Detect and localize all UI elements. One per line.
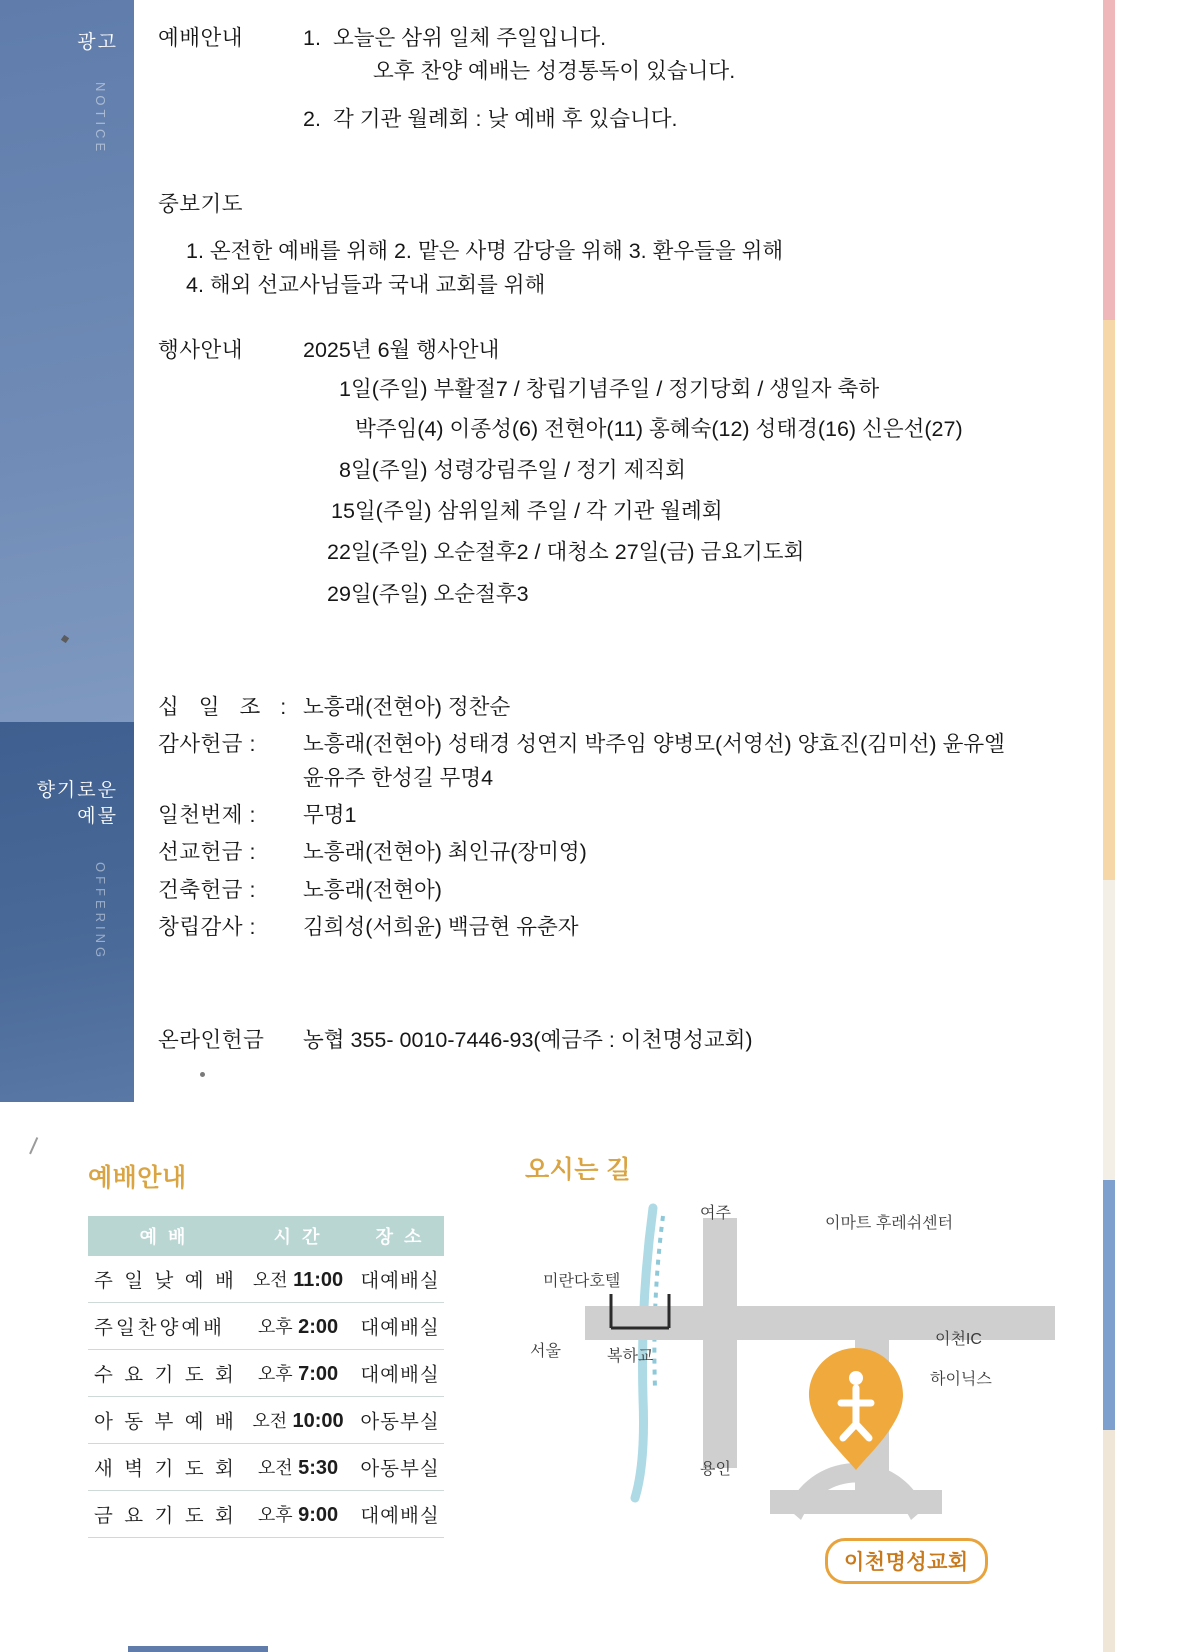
offering-row-value: 노흥래(전현아) 정찬순: [303, 695, 511, 720]
spacer: [158, 611, 1068, 691]
map-canvas: [525, 1198, 1065, 1608]
cell-time-value: 2:00: [298, 1316, 339, 1338]
events-line: 1일(주일) 부활절7 / 창립기념주일 / 정기당회 / 생일자 축하: [339, 377, 880, 402]
spacer: [158, 944, 1068, 1024]
cell-service: 주일찬양예배: [88, 1303, 240, 1350]
events-content: [303, 334, 1068, 611]
cell-ampm: 오전: [252, 1411, 288, 1431]
spacer: [158, 302, 1068, 334]
table-row: [88, 1491, 444, 1538]
table-row: [88, 1397, 444, 1444]
cell-ampm: 오전: [252, 1270, 288, 1290]
map-label-miranda-hotel: 미란다호텔: [543, 1273, 621, 1290]
offering-row-value: 무명1: [303, 803, 357, 827]
directions-title: 오시는 길: [525, 1156, 632, 1184]
events-label: 행사안내: [158, 337, 244, 362]
events-line: 8일(주일) 성령강림주일 / 정기 제직회: [339, 457, 686, 482]
cell-time: [240, 1303, 356, 1350]
map-label-seoul: 서울: [530, 1343, 561, 1360]
list-item-number: 2.: [303, 106, 321, 131]
cell-time: [240, 1491, 356, 1538]
spacer: [158, 136, 1068, 188]
online-offering-section: [158, 1024, 1068, 1057]
worship-guide-section: [158, 22, 1068, 136]
map-label-icheon-ic: 이천IC: [935, 1331, 982, 1348]
cell-place: 대예배실: [356, 1256, 444, 1303]
edge-color-cream: [1103, 880, 1115, 1180]
sidebar-tab-offering-label: [37, 778, 118, 829]
cell-time: [240, 1256, 356, 1303]
offering-row-value: 노흥래(전현아) 성태경 성연지 박주임 양병모(서영선) 양효진(김미선) 윤유엘: [303, 732, 1005, 757]
list-item: [303, 22, 1068, 89]
list-item-text: 오늘은 삼위 일체 주일입니다.: [333, 26, 607, 50]
sidebar-tab-offering-label-en: OFFERING: [93, 862, 108, 962]
bottom-accent-bar: [128, 1646, 268, 1652]
worship-schedule-block: [88, 1158, 458, 1538]
cell-ampm: 오전: [257, 1458, 293, 1478]
cell-time-value: 11:00: [293, 1269, 344, 1291]
cell-time-value: 7:00: [298, 1363, 339, 1385]
cell-service: 새 벽 기 도 회: [88, 1444, 240, 1491]
worship-guide-items: [303, 22, 1068, 136]
cell-time: [240, 1397, 356, 1444]
cell-time: [240, 1350, 356, 1397]
column-header-service: 예 배: [88, 1216, 240, 1256]
map-label-yongin: 용인: [700, 1461, 731, 1478]
cell-place: 대예배실: [356, 1350, 444, 1397]
column-header-time: 시 간: [240, 1216, 356, 1256]
offering-row-value-2: 윤유주 한성길 무명4: [303, 765, 494, 790]
map-label-bokhagyo: 복하교: [607, 1348, 654, 1365]
column-header-place: 장 소: [356, 1216, 444, 1256]
list-item-text: 각 기관 월례회 : 낮 예배 후 있습니다.: [333, 106, 678, 131]
spacer: [158, 221, 1068, 235]
events-heading: 2025년 6월 행사안내: [303, 337, 500, 362]
notice-body: [158, 22, 1068, 1058]
table-row: [88, 1303, 444, 1350]
cell-place: 아동부실: [356, 1397, 444, 1444]
cell-ampm: 오후: [257, 1364, 293, 1384]
offering-label-line1: 향기로운: [36, 780, 118, 801]
offering-row-label: 건축헌금 :: [158, 877, 257, 902]
list-item-number: 1.: [303, 26, 321, 50]
offering-section: [158, 691, 1068, 944]
table-row: [88, 1350, 444, 1397]
lower-section: [0, 1130, 1100, 1652]
cell-service: 금 요 기 도 회: [88, 1491, 240, 1538]
offering-row: [158, 836, 1068, 869]
intercession-line-2: 4. 해외 선교사님들과 국내 교회를 위해: [186, 272, 546, 297]
table-row: [88, 1256, 444, 1303]
offering-label-line2: 예물: [77, 805, 118, 827]
cell-service: 수 요 기 도 회: [88, 1350, 240, 1397]
cell-service: 주 일 낮 예 배: [88, 1256, 240, 1303]
intercession-label: 중보기도: [158, 191, 244, 216]
offering-row: [158, 874, 1068, 907]
offering-row-label: 십 일 조 :: [158, 695, 294, 720]
offering-row-label: 일천번제 :: [158, 803, 257, 827]
offering-row-label: 선교헌금 :: [158, 840, 257, 865]
list-item: [303, 103, 1068, 136]
cell-ampm: 오후: [257, 1317, 293, 1337]
worship-schedule-title: 예배안내: [88, 1164, 187, 1192]
events-line: 22일(주일) 오순절후2 / 대청소 27일(금) 금요기도회: [327, 540, 805, 565]
map-label-hynix: 하이닉스: [930, 1371, 992, 1388]
list-item-subtext: 오후 찬양 예배는 성경통독이 있습니다.: [373, 59, 736, 84]
cell-time-value: 9:00: [298, 1504, 339, 1526]
offering-row-label: 감사헌금 :: [158, 732, 257, 757]
map-church-name-badge: 이천명성교회: [825, 1538, 988, 1584]
cell-place: 대예배실: [356, 1491, 444, 1538]
cell-time: [240, 1444, 356, 1491]
sidebar-tab-notice-label-en: NOTICE: [93, 82, 108, 156]
offering-row: [158, 799, 1068, 832]
table-header-row: [88, 1216, 444, 1256]
offering-row: [158, 911, 1068, 944]
online-offering-label: 온라인헌금: [158, 1028, 265, 1053]
offering-row: [158, 728, 1068, 795]
edge-color-beige: [1103, 1430, 1115, 1652]
edge-color-blue: [1103, 1180, 1115, 1430]
sidebar-tab-offering: [0, 722, 134, 1102]
intercession-line-1: 1. 온전한 예배를 위해 2. 맡은 사명 감당을 위해 3. 환우들을 위해: [186, 239, 784, 264]
intercession-section: [158, 188, 1068, 302]
sidebar-tab-notice-label: 광고: [77, 32, 118, 53]
directions-block: [525, 1150, 1065, 1620]
map-label-emart: 이마트 후레쉬센터: [825, 1215, 954, 1232]
sidebar-tab-notice: [0, 0, 134, 722]
offering-row-label: 창립감사 :: [158, 914, 257, 939]
edge-color-amber: [1103, 320, 1115, 880]
offering-row-value: 노흥래(전현아) 최인규(장미영): [303, 840, 587, 865]
events-section: [158, 334, 1068, 611]
cell-time-value: 5:30: [298, 1457, 339, 1479]
table-row: [88, 1444, 444, 1491]
map-label-yeoju: 여주: [700, 1205, 731, 1222]
offering-row: [158, 691, 1068, 724]
ink-speck: [200, 1072, 205, 1077]
cell-place: 아동부실: [356, 1444, 444, 1491]
cell-service: 아 동 부 예 배: [88, 1397, 240, 1444]
edge-color-pink: [1103, 0, 1115, 320]
cell-time-value: 10:00: [292, 1410, 344, 1432]
offering-row-value: 김희성(서희윤) 백금현 유춘자: [303, 914, 579, 939]
events-line: 29일(주일) 오순절후3: [327, 581, 529, 606]
worship-schedule-table: [88, 1216, 444, 1538]
events-line: 15일(주일) 삼위일체 주일 / 각 기관 월례회: [331, 499, 723, 524]
cell-place: 대예배실: [356, 1303, 444, 1350]
online-offering-value: 농협 355- 0010-7446-93(예금주 : 이천명성교회): [303, 1028, 753, 1053]
offering-row-value: 노흥래(전현아): [303, 877, 442, 902]
cell-ampm: 오후: [257, 1505, 293, 1525]
worship-guide-label: 예배안내: [158, 26, 244, 50]
events-line: 박주임(4) 이종성(6) 전현아(11) 홍혜숙(12) 성태경(16) 신은선(27): [355, 416, 963, 441]
